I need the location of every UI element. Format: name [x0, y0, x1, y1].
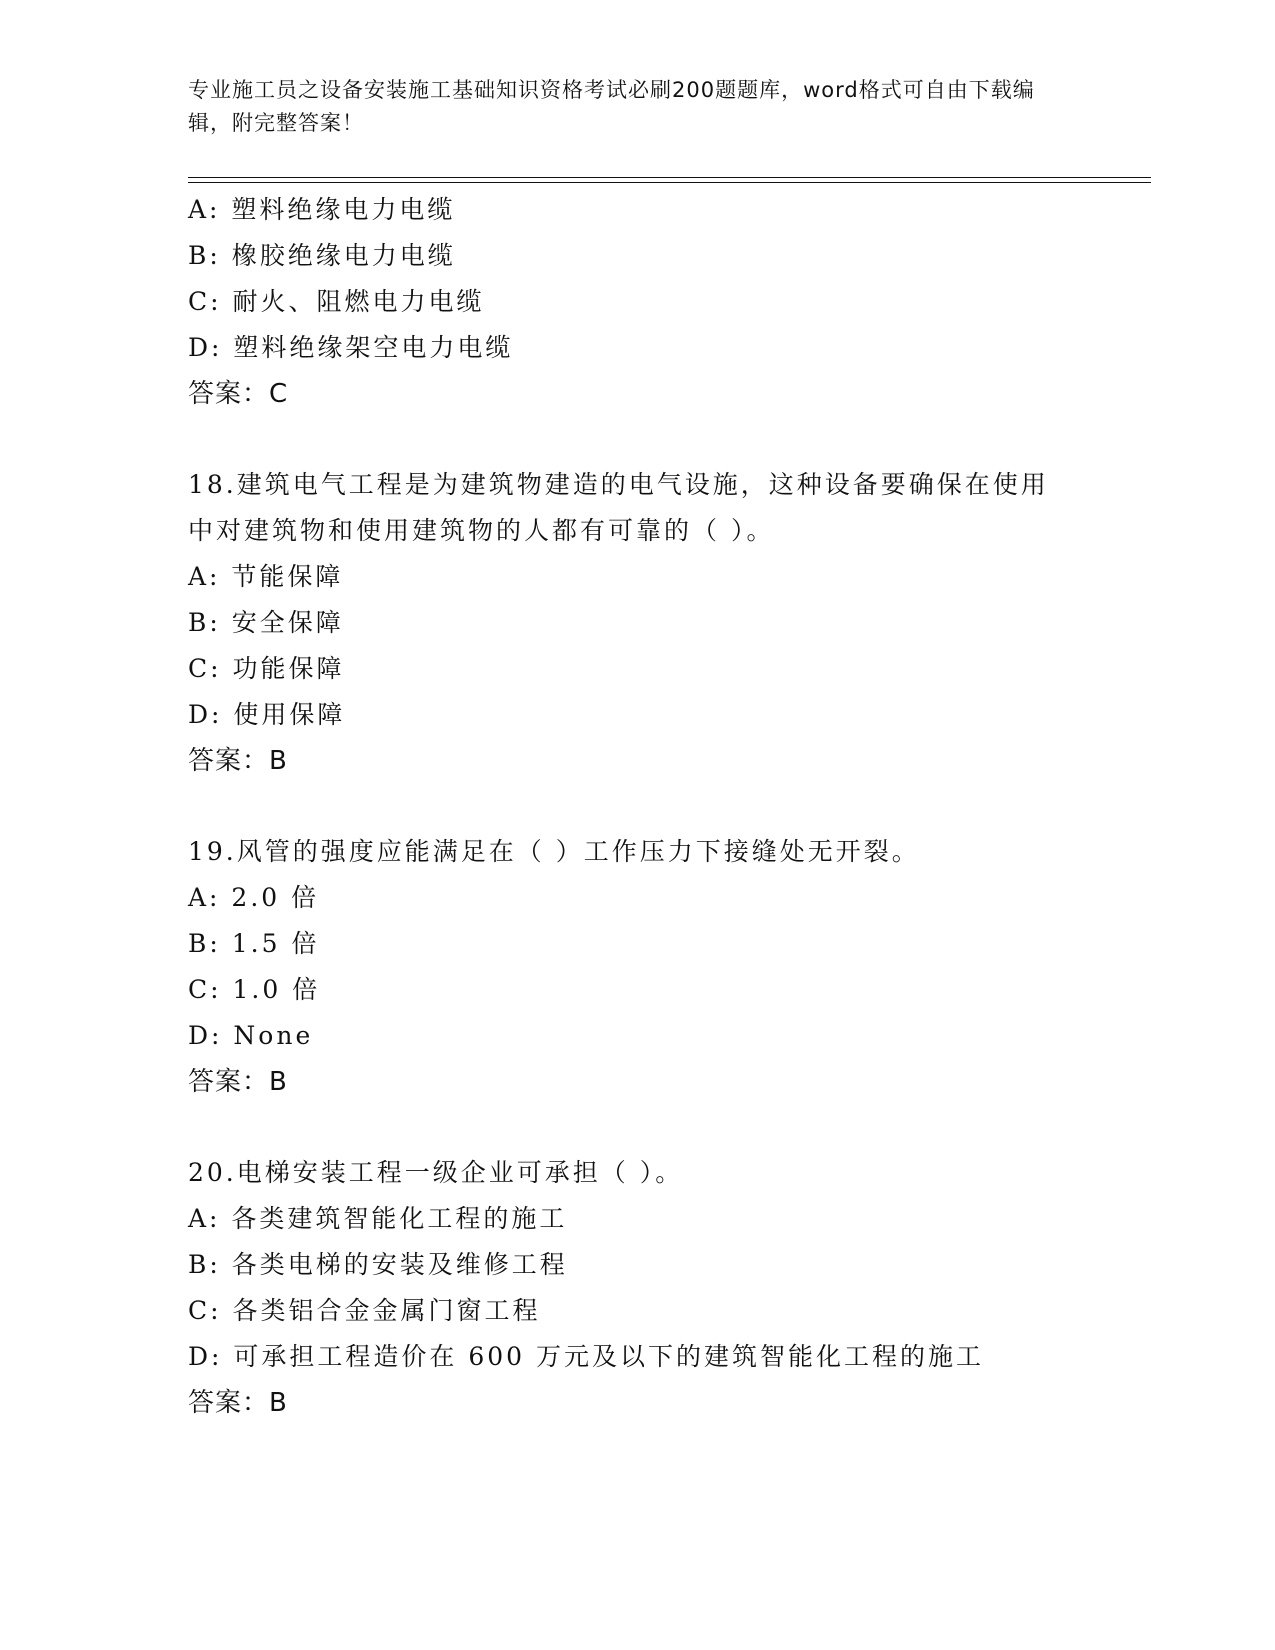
question-spacer: [188, 1105, 1108, 1150]
option-c: C: 耐火、阻燃电力电缆: [188, 287, 485, 316]
question-block-17: [188, 187, 1108, 417]
question-spacer: [188, 784, 1108, 829]
question-block-18: [188, 462, 1108, 784]
question-stem-line: 中对建筑物和使用建筑物的人都有可靠的（ ）。: [188, 516, 775, 545]
header-divider-top: [188, 177, 1151, 178]
option-a: A: 各类建筑智能化工程的施工: [188, 1204, 568, 1233]
answer-line: 答案：C: [188, 379, 289, 409]
option-d: D: 使用保障: [188, 700, 346, 729]
answer-line: 答案：B: [188, 1067, 288, 1097]
option-a: A: 节能保障: [188, 562, 344, 591]
question-block-20: [188, 1150, 1108, 1426]
option-b: B: 1.5 倍: [188, 929, 320, 958]
answer-line: 答案：B: [188, 746, 288, 776]
question-stem-line: 18.建筑电气工程是为建筑物建造的电气设施，这种设备要确保在使用: [188, 470, 1049, 499]
option-d: D: None: [188, 1021, 314, 1050]
option-c: C: 功能保障: [188, 654, 345, 683]
option-d: D: 可承担工程造价在 600 万元及以下的建筑智能化工程的施工: [188, 1342, 985, 1371]
option-d: D: 塑料绝缘架空电力电缆: [188, 333, 514, 362]
question-stem-line: 20.电梯安装工程一级企业可承担（ ）。: [188, 1158, 684, 1187]
option-b: B: 安全保障: [188, 608, 344, 637]
option-c: C: 各类铝合金金属门窗工程: [188, 1296, 541, 1325]
question-block-19: [188, 829, 1108, 1105]
header-divider-bottom: [188, 182, 1151, 183]
option-b: B: 各类电梯的安装及维修工程: [188, 1250, 568, 1279]
option-c: C: 1.0 倍: [188, 975, 321, 1004]
option-a: A: 塑料绝缘电力电缆: [188, 195, 456, 224]
answer-line: 答案：B: [188, 1388, 288, 1418]
question-list: [188, 187, 1108, 1426]
option-a: A: 2.0 倍: [188, 883, 320, 912]
question-stem-line: 19.风管的强度应能满足在（ ）工作压力下接缝处无开裂。: [188, 837, 920, 866]
question-spacer: [188, 417, 1108, 462]
option-b: B: 橡胶绝缘电力电缆: [188, 241, 456, 270]
document-header: 专业施工员之设备安装施工基础知识资格考试必刷200题题库，word格式可自由下载编辑，附完整答案！: [188, 78, 1035, 135]
